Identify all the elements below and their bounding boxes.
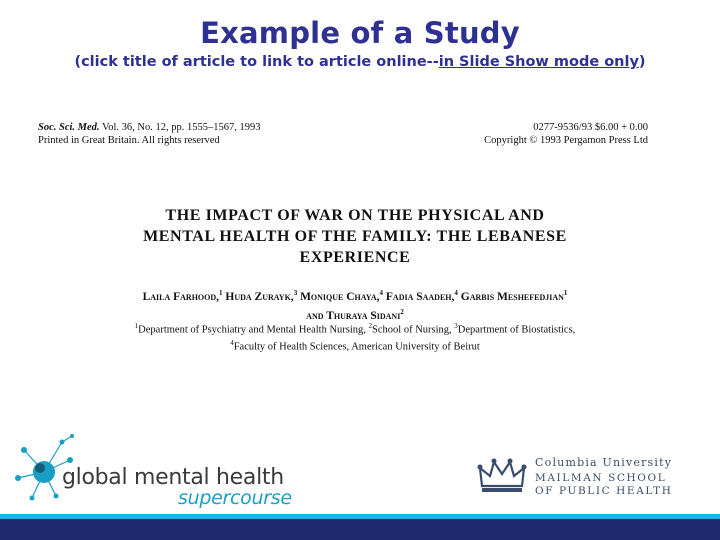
author-sup: 4: [379, 289, 384, 297]
school-line: OF PUBLIC HEALTH: [535, 485, 673, 497]
gmh-logo-subtext: supercourse: [178, 487, 292, 509]
mailman-school-text: [535, 472, 672, 498]
article-title-line: EXPERIENCE: [299, 249, 411, 266]
author-sup: 4: [454, 289, 458, 297]
authors-and: and: [306, 309, 324, 322]
article-title-link[interactable]: [90, 205, 620, 268]
affiliation: Faculty of Health Sciences, American University of Beirut: [233, 341, 480, 352]
printed-note: Printed in Great Britain. All rights reserved: [38, 135, 220, 146]
affiliation: Department of Psychiatry and Mental Health Nursing,: [138, 324, 369, 336]
affil-sup: 1: [134, 322, 139, 330]
journal-citation: [38, 121, 260, 147]
affiliations: [60, 320, 650, 353]
affil-sup: 2: [368, 322, 373, 330]
author-sup: 1: [219, 289, 223, 297]
slideshow-link[interactable]: in Slide Show mode only: [438, 54, 639, 70]
subtitle-suffix: ): [638, 54, 646, 70]
gmh-logo-text: global mental health: [62, 465, 284, 490]
school-line: MAILMAN SCHOOL: [535, 472, 667, 484]
columbia-crown-icon: [476, 456, 528, 496]
article-title-line: MENTAL HEALTH OF THE FAMILY: THE LEBANESE: [143, 228, 567, 245]
issn-block: [484, 121, 648, 147]
author-sup: 1: [563, 289, 568, 297]
columbia-university-text: Columbia University: [535, 456, 673, 469]
affil-sup: 3: [454, 322, 458, 330]
author: Huda Zurayk,: [225, 290, 294, 303]
author: Garbis Meshefedjian: [460, 290, 564, 303]
author: Thuraya Sidani: [326, 309, 401, 322]
copyright: Copyright © 1993 Pergamon Press Ltd: [484, 135, 648, 146]
issn: 0277-9536/93 $6.00 + 0.00: [533, 122, 648, 133]
article-title-line: THE IMPACT OF WAR ON THE PHYSICAL AND: [165, 207, 545, 224]
slide-title: Example of a Study: [200, 16, 520, 50]
journal-name: Soc. Sci. Med.: [38, 122, 100, 133]
subtitle-prefix: (click title of article to link to article online--: [74, 54, 439, 70]
author: Monique Chaya,: [300, 290, 380, 303]
author: Laila Farhood,: [142, 290, 220, 303]
affiliation: Department of Biostatistics,: [457, 324, 576, 336]
affil-sup: 4: [230, 338, 234, 347]
author-sup: 2: [400, 307, 404, 316]
citation-detail: Vol. 36, No. 12, pp. 1555–1567, 1993: [99, 122, 261, 133]
author-sup: 3: [293, 289, 298, 297]
slide-subtitle: [0, 54, 720, 70]
author-list: [60, 286, 650, 324]
affiliation: School of Nursing,: [372, 324, 455, 336]
author: Fadia Saadeh,: [385, 290, 455, 303]
footer-bar: [0, 519, 720, 540]
